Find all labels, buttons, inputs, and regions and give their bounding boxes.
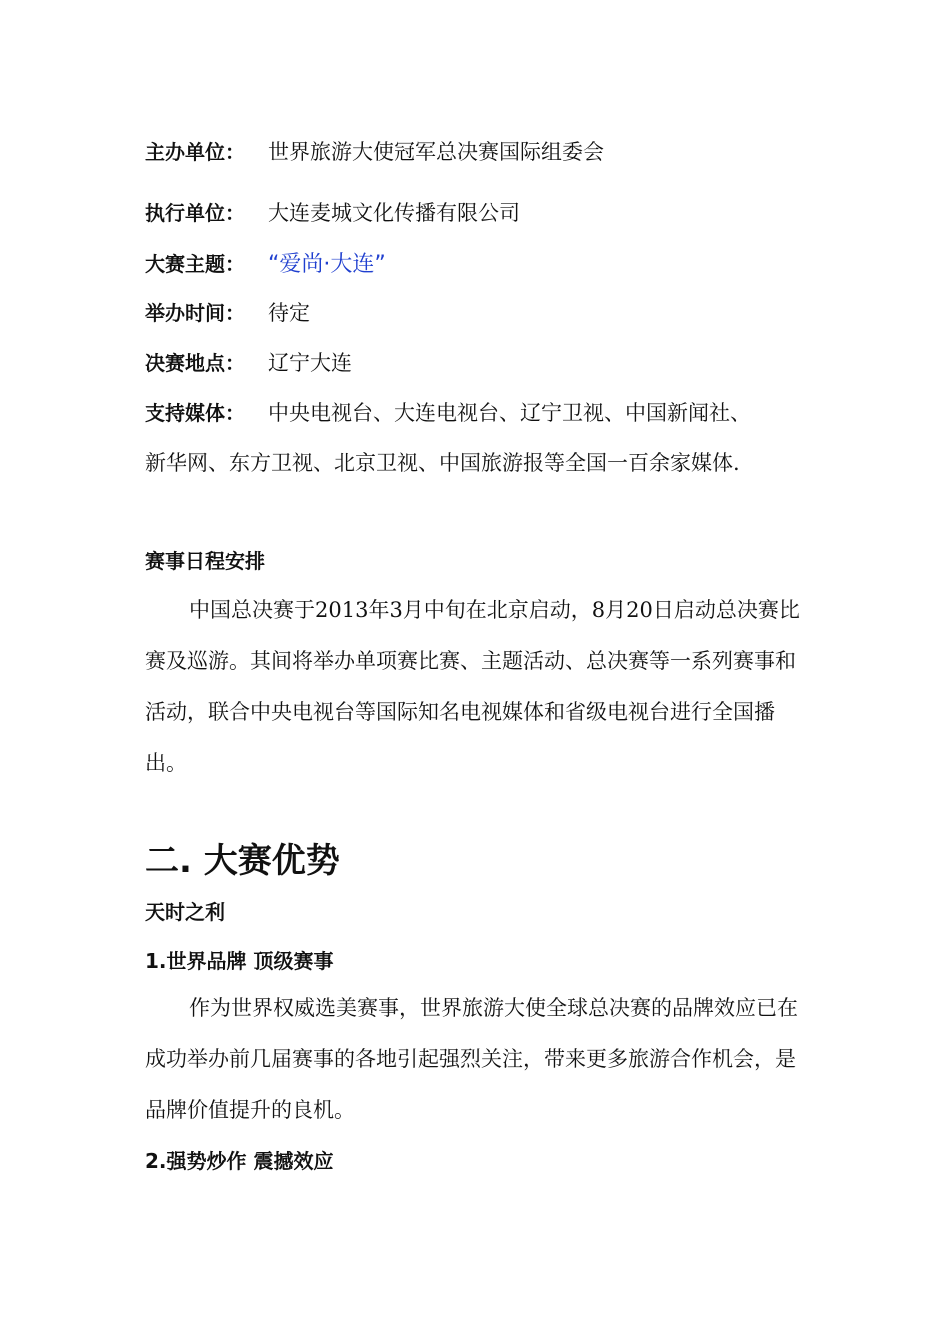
media-label: 支持媒体： — [145, 401, 245, 425]
theme-value: “爱尚·大连” — [268, 252, 386, 277]
schedule-heading: 赛事日程安排 — [145, 549, 265, 573]
time-row — [145, 298, 310, 328]
media-row-continued — [145, 448, 740, 478]
item1-title: 1.世界品牌 顶级赛事 — [145, 949, 334, 973]
theme-row — [145, 249, 386, 280]
item1-text: 作为世界权威选美赛事，世界旅游大使全球总决赛的品牌效应已在成功举办前几届赛事的各地引起强烈关注，带来更多旅游合作机会，是品牌价值提升的良机。 — [145, 996, 798, 1122]
organizer-label: 主办单位： — [145, 140, 245, 164]
item2-title: 2.强势炒作 震撼效应 — [145, 1149, 334, 1173]
schedule-paragraph: 中国总决赛于2013年3月中旬在北京启动，8月20日启动总决赛比赛及巡游。其间将举办单项赛比赛、主题活动、总决赛等一系列赛事和活动，联合中央电视台等国际知名电视媒体和省级电视台进行全国播出。 — [145, 598, 800, 775]
theme-label: 大赛主题： — [145, 252, 245, 276]
executor-row — [145, 198, 520, 228]
executor-label: 执行单位： — [145, 201, 245, 225]
section2-heading: 二. 大赛优势 — [145, 841, 340, 881]
media-value-line1: 中央电视台、大连电视台、辽宁卫视、中国新闻社、 — [268, 401, 751, 425]
venue-label: 决赛地点： — [145, 351, 245, 375]
time-label: 举办时间： — [145, 301, 245, 325]
organizer-row — [145, 137, 604, 167]
executor-value: 大连麦城文化传播有限公司 — [268, 201, 520, 225]
media-row — [145, 398, 751, 428]
section2-subheading: 天时之利 — [145, 900, 225, 924]
venue-value: 辽宁大连 — [268, 351, 352, 375]
media-value-line2: 新华网、东方卫视、北京卫视、中国旅游报等全国一百余家媒体. — [145, 451, 740, 475]
time-value: 待定 — [268, 301, 310, 325]
venue-row — [145, 348, 352, 378]
organizer-value: 世界旅游大使冠军总决赛国际组委会 — [268, 140, 604, 164]
